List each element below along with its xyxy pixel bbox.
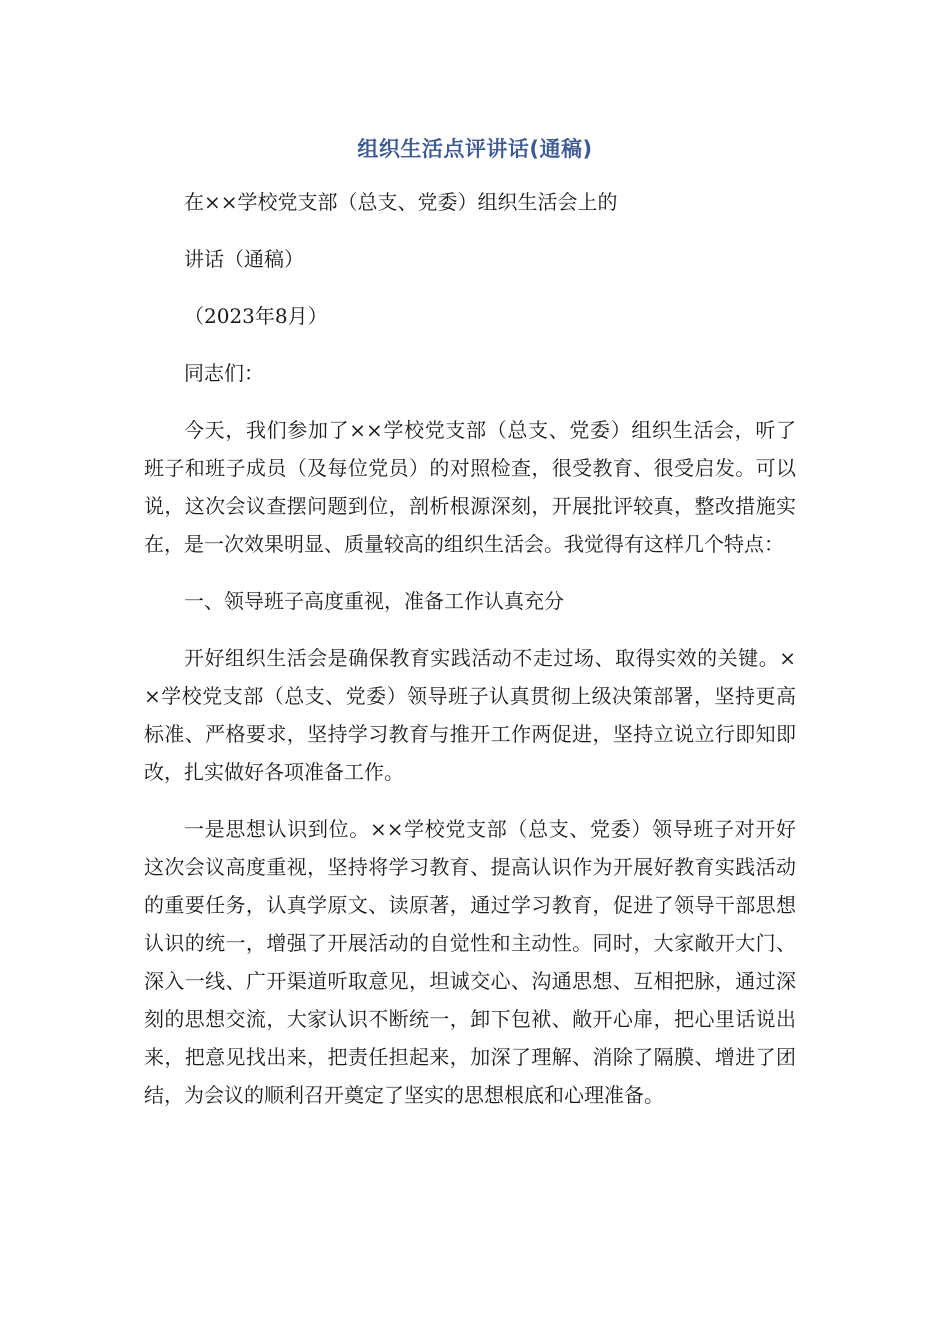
section-heading-1: 一、领导班子高度重视，准备工作认真充分 — [184, 589, 564, 613]
paragraph-intro: 今天，我们参加了××学校党支部（总支、党委）组织生活会，听了班子和班子成员（及每位党员）的对照检查，很受教育、很受启发。可以说，这次会议查摆问题到位，剖析根源深刻，开展批评较真，整改措施实在，是一次效果明显、质量较高的组织生活会。我觉得有这样几个特点： — [144, 418, 796, 556]
document-title: 组织生活点评讲话(通稿) — [357, 137, 593, 161]
paragraph-salutation: 同志们： — [184, 361, 264, 385]
paragraph-date: （2023年8月） — [184, 304, 328, 328]
paragraph-point-1: 一是思想认识到位。××学校党支部（总支、党委）领导班子对开好这次会议高度重视，坚持将学习教育、提高认识作为开展好教育实践活动的重要任务，认真学原文、读原著，通过学习教育，促进了领导干部思想认识的统一，增强了开展活动的自觉性和主动性。同时，大家敞开大门、深入一线、广开渠道听取意见，坦诚交心、沟通思想、互相把脉，通过深刻的思想交流，大家认识不断统一，卸下包袱、敞开心扉，把心里话说出来，把意见找出来，把责任担起来，加深了理解、消除了隔膜、增进了团结，为会议的顺利召开奠定了坚实的思想根底和心理准备。 — [144, 817, 796, 1107]
paragraph-section-1: 开好组织生活会是确保教育实践活动不走过场、取得实效的关键。××学校党支部（总支、党委）领导班子认真贯彻上级决策部署，坚持更高标准、严格要求，坚持学习教育与推开工作两促进，坚持立说立行即知即改，扎实做好各项准备工作。 — [144, 646, 796, 784]
paragraph-heading-line-2: 讲话（通稿） — [184, 247, 304, 271]
document-body — [144, 183, 796, 1133]
paragraph-heading-line-1: 在××学校党支部（总支、党委）组织生活会上的 — [184, 190, 618, 214]
